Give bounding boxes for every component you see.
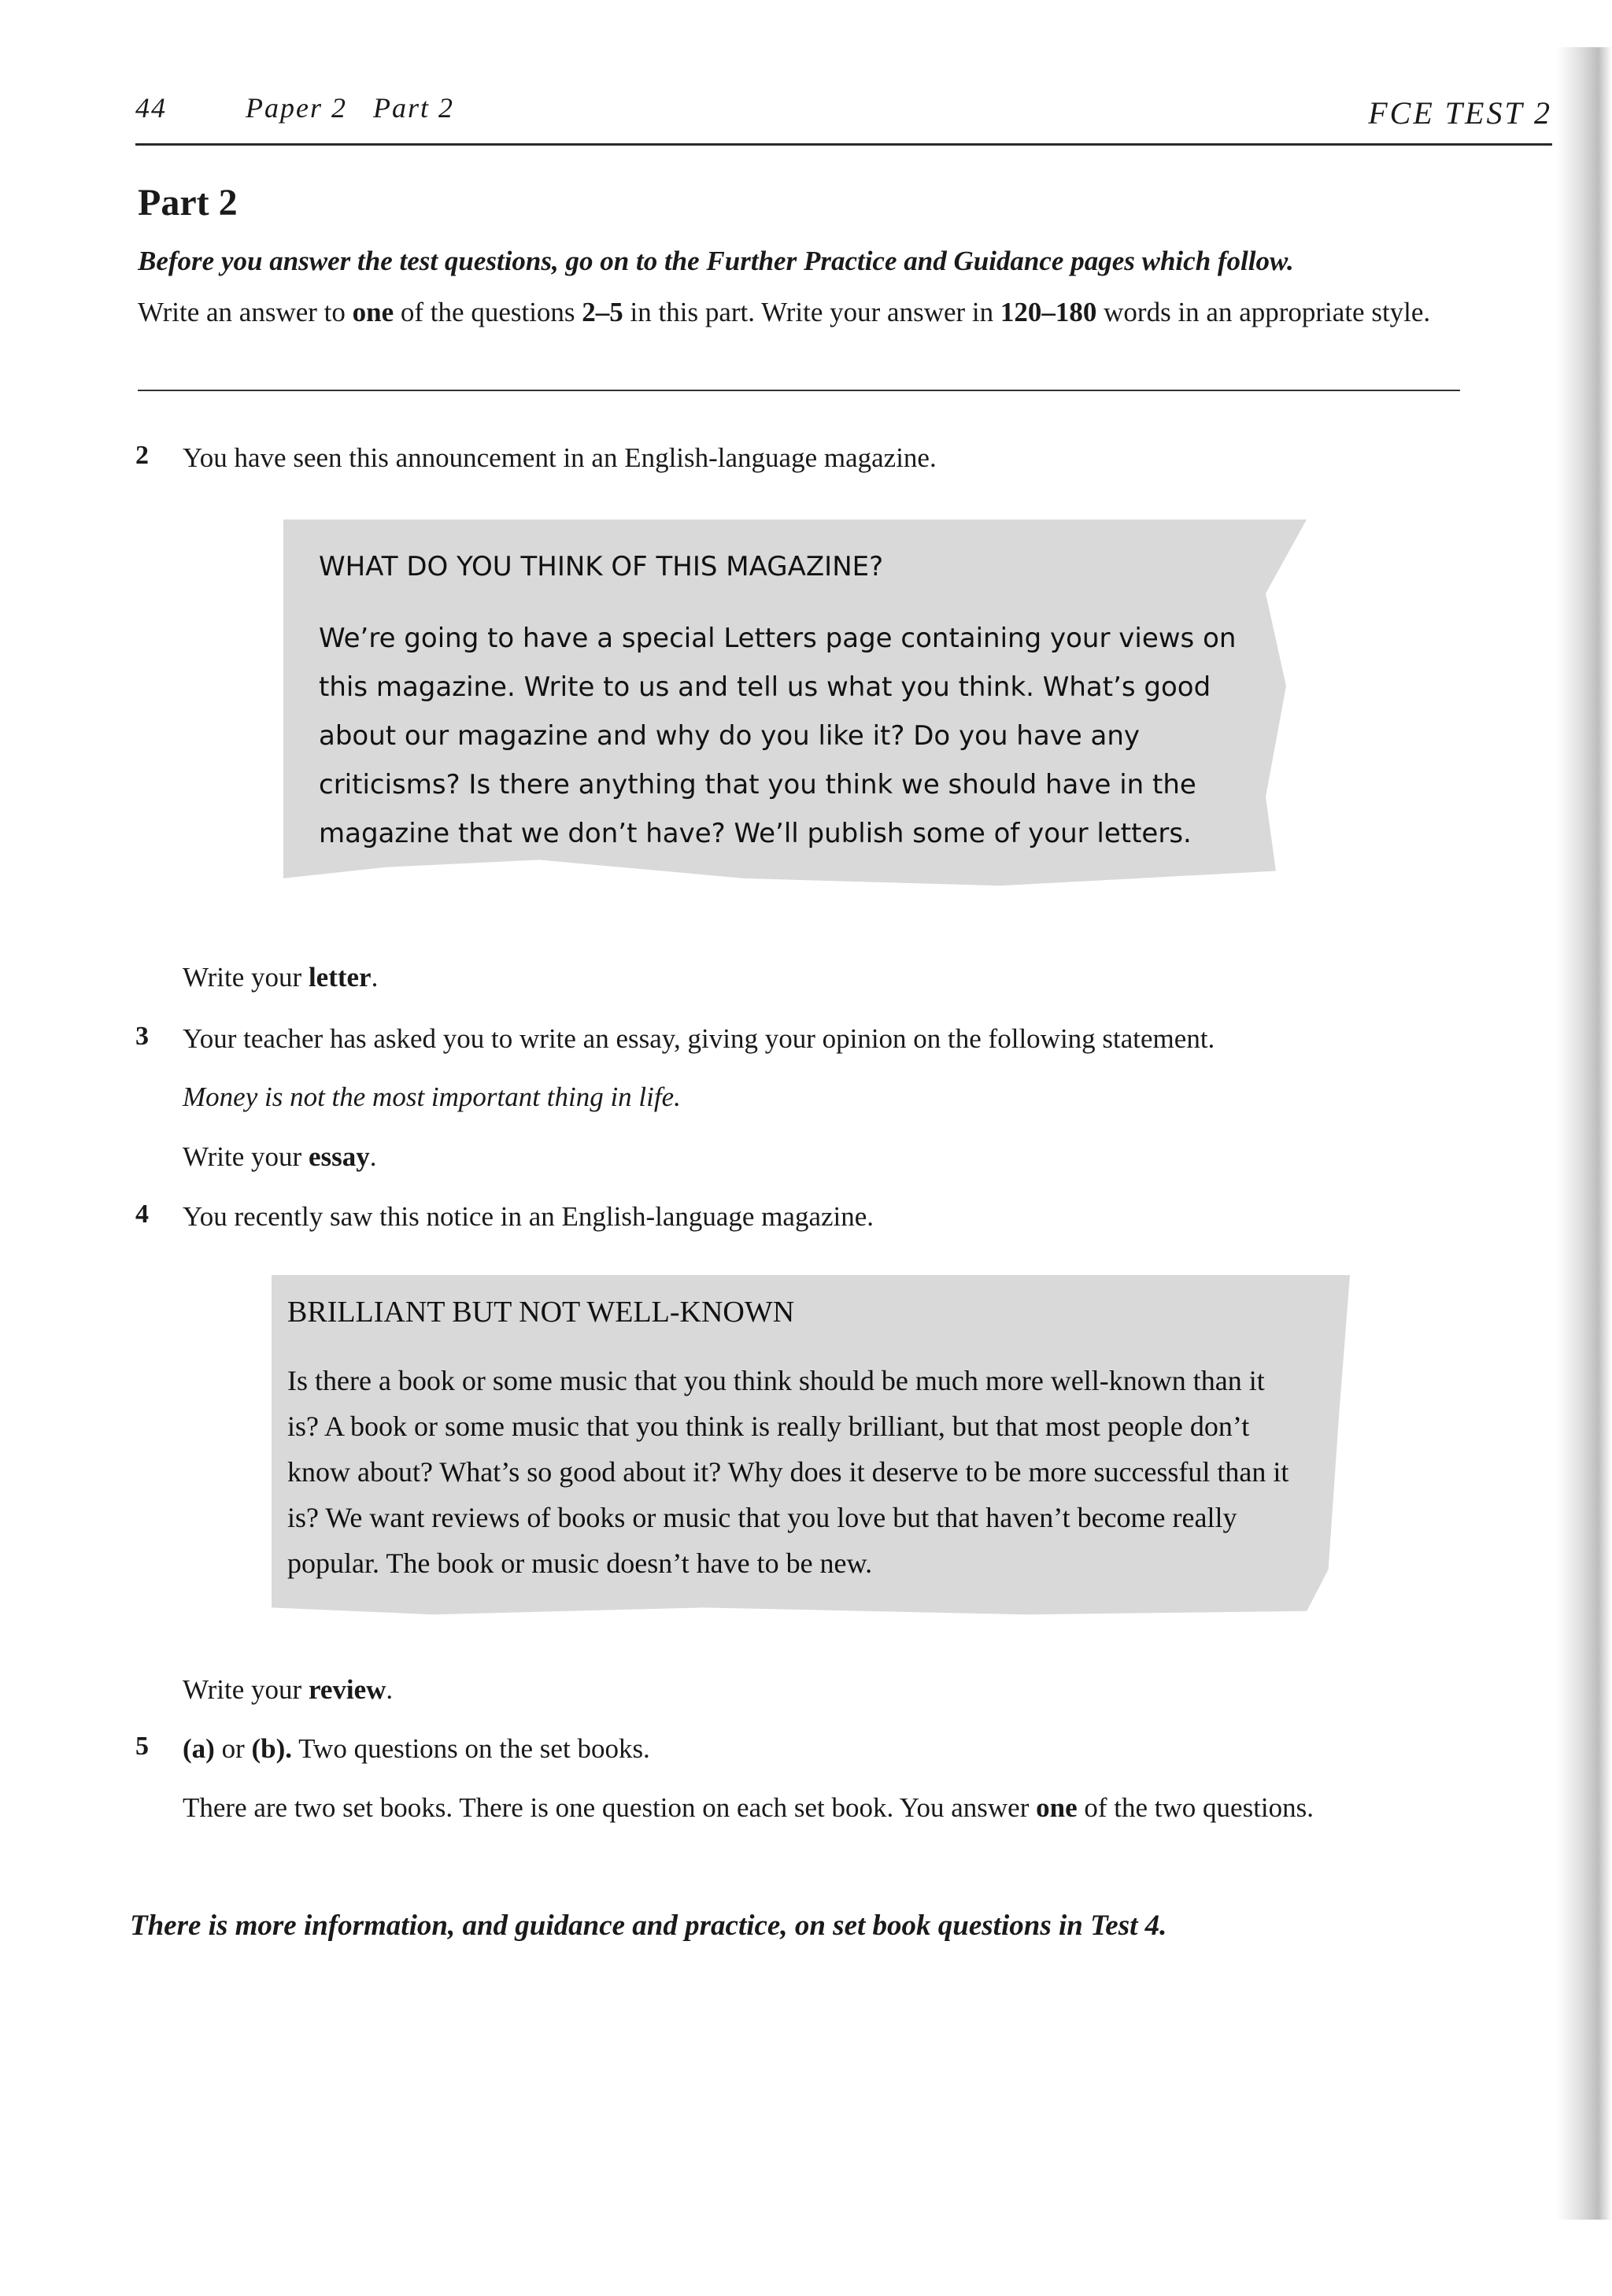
announcement-heading: WHAT DO YOU THINK OF THIS MAGAZINE? [319,551,884,582]
question-4-prompt: You recently saw this notice in an English-language magazine. [183,1201,874,1232]
notice-heading: BRILLIANT BUT NOT WELL-KNOWN [287,1296,795,1329]
test-label: FCE TEST 2 [1368,95,1552,131]
question-5-number: 5 [135,1732,149,1761]
question-4-task: Write your review. [183,1674,394,1705]
question-5-detail: There are two set books. There is one question on each set book. You answer one of the two questions. [183,1792,1314,1823]
question-2-number: 2 [135,441,149,470]
part-title: Part 2 [138,182,238,224]
intro-instruction: Write an answer to one of the questions 2–5 in this part. Write your answer in 120–180 words in an appropriate style. [138,297,1431,327]
notice-body: Is there a book or some music that you think should be much more well-known than it is? A book or some music that you think is really brilliant, but that most people don’t know about? What’s so good about it? Why does it deserve to be more successful than it is? We want reviews of books or music that you love but that haven’t become really popular. The book or music doesn’t have to be new. [287,1365,1289,1579]
announcement-body: We’re going to have a special Letters page containing your views on this magazine. Write to us and tell us what you think. What’s good about our magazine and why do you like it? Do you have any criticisms? Is there anything that you think we should have in the magazine that we don’t have? We’ll publish some of your letters. [319,623,1237,849]
footer-note: There is more information, and guidance and practice, on set book questions in Test 4. [130,1910,1167,1942]
question-3-number: 3 [135,1022,149,1051]
question-5-prompt: (a) or (b). Two questions on the set books. [183,1733,650,1764]
divider [138,390,1460,391]
question-3-statement: Money is not the most important thing in life. [183,1081,681,1112]
question-4-number: 4 [135,1200,149,1229]
intro-instruction-italic: Before you answer the test questions, go on to the Further Practice and Guidance pages which follow. [138,246,1294,276]
question-2-task: Write your letter. [183,962,379,993]
page-edge-shadow [1557,47,1612,2220]
question-3-prompt: Your teacher has asked you to write an essay, giving your opinion on the following statement. [183,1023,1215,1054]
page-number: 44 [135,92,167,124]
page-header [135,85,1552,146]
question-2-prompt: You have seen this announcement in an English-language magazine. [183,442,937,473]
section-label: Paper 2 Part 2 [246,92,454,124]
question-3-task: Write your essay. [183,1141,377,1172]
